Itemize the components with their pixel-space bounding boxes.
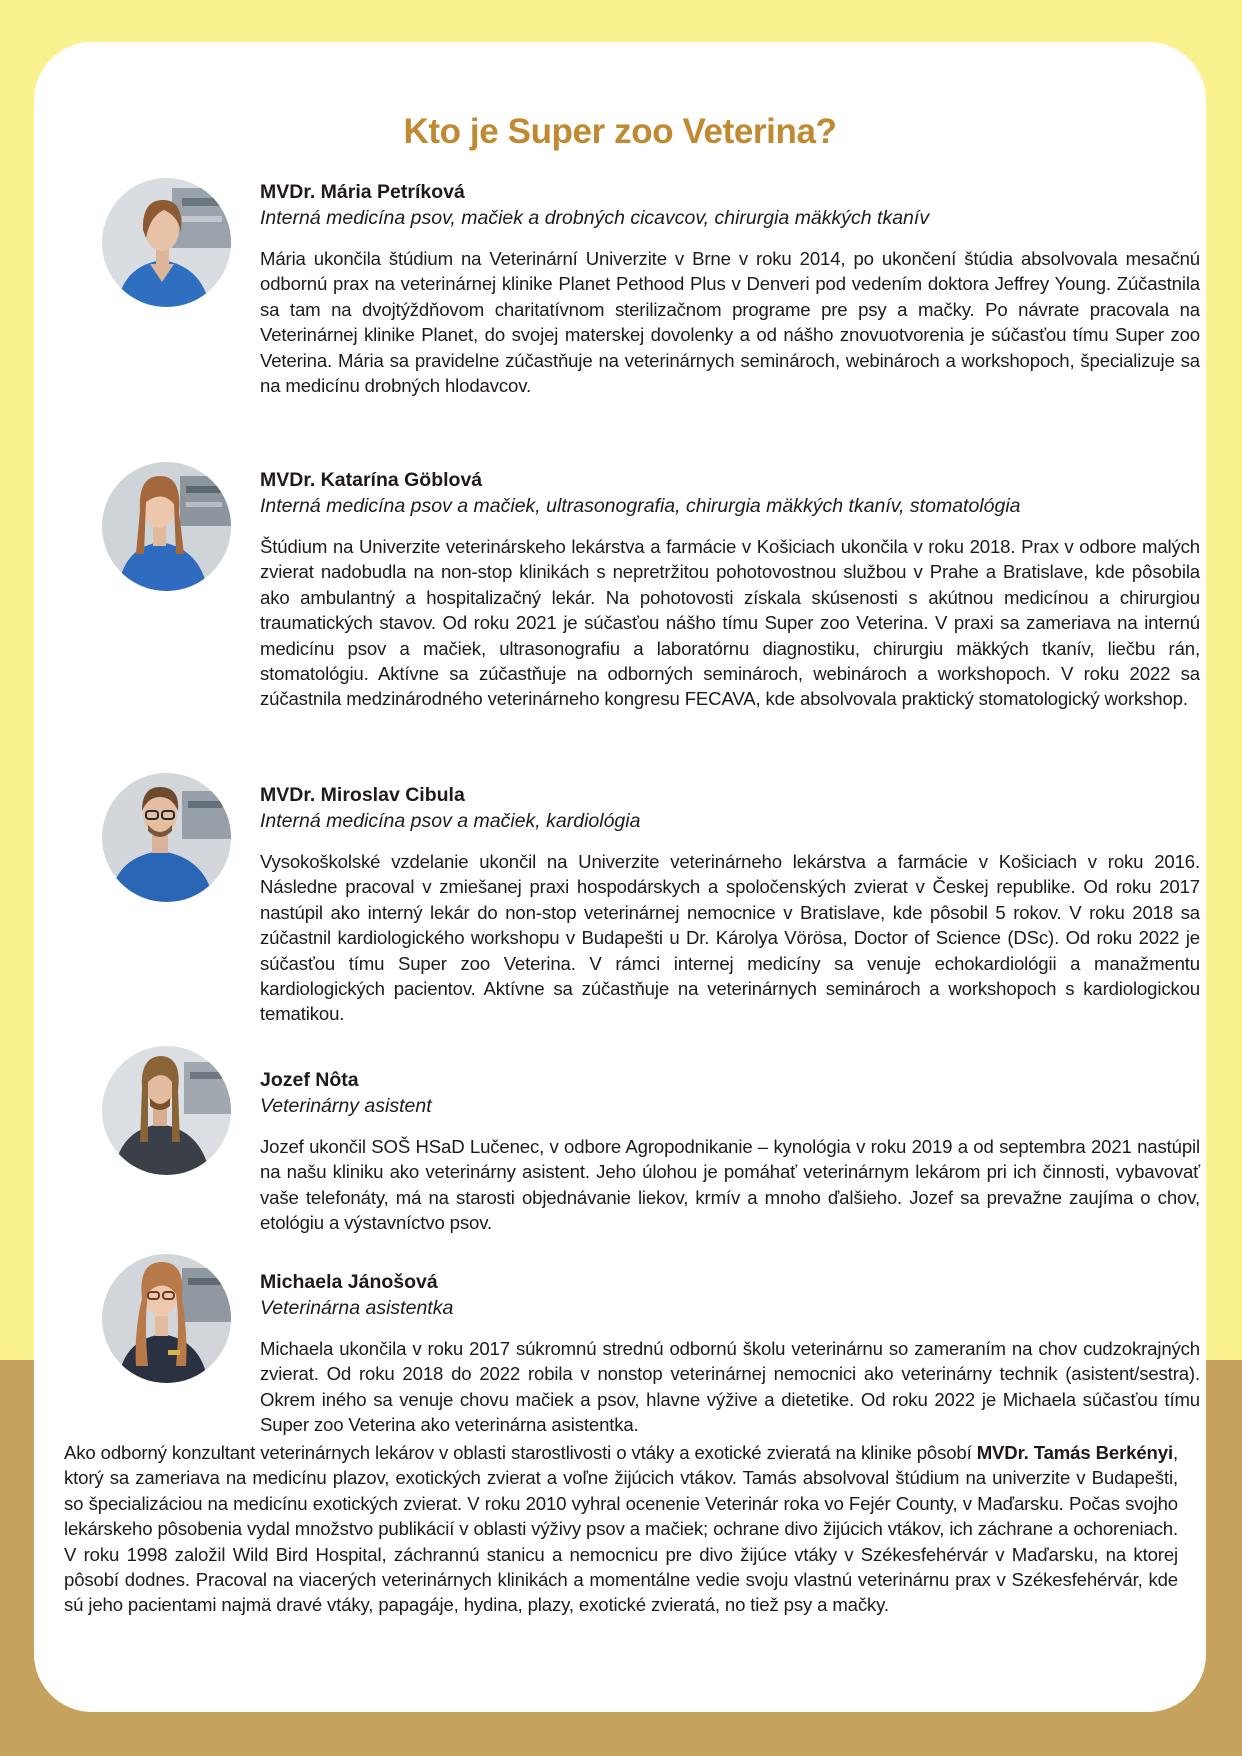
person-bio: Jozef ukončil SOŠ HSaD Lučenec, v odbore Agropodnikanie – kynológia v roku 2019 a od septembra 2021 nastúpil na našu kliniku ako veterinárny asistent. Jeho úlohou je pomáhať veterinárnym lekárom pri ich činnosti, vybavovať vaše telefonáty, má na starosti objednávanie liekov, krmív a mnoho ďalšieho. Jozef sa prevažne zaujíma o chov, etológiu a výstavníctvo psov.	[260, 1136, 1200, 1234]
person-specialization: Veterinárna asistentka	[260, 1297, 454, 1319]
portrait-photo	[102, 1254, 231, 1383]
consultant-name: MVDr. Tamás Berkényi	[976, 1442, 1173, 1463]
portrait-photo	[102, 462, 231, 591]
avatar	[102, 1046, 231, 1175]
avatar	[102, 178, 231, 307]
person-bio: Michaela ukončila v roku 2017 súkromnú strednú odbornú školu veterinárnu so zameraním na chov cudzokrajných zvierat. Od roku 2018 do 2022 robila v nonstop veterinárnej nemocnici ako veterinárny technik (asistent/sestra). Okrem iného sa venuje chovu mačiek a psov, hlavne výžive a dietetike. Od roku 2022 je Michaela súčasťou tímu Super zoo Veterina ako veterinárna asistentka.	[260, 1338, 1200, 1436]
person-bio: Mária ukončila štúdium na Veterinární Univerzite v Brne v roku 2014, po ukončení štúdia absolvovala mesačnú odbornú prax na veterinárnej klinike Planet Pethood Plus v Denveri pod vedením doktora Jeffrey Young. Zúčastnila sa tam na dvojtýždňovom charitatívnom sterilizačnom programe pre psy a mačky. Po návrate pracovala na Veterinárnej klinike Planet, do svojej materskej dovolenky a od nášho znovuotvorenia je súčasťou tímu Super zoo Veterina. Mária sa pravidelne zúčastňuje na veterinárnych seminároch, webinároch a workshopoch, špecializuje sa na medicínu drobných hlodavcov.	[260, 248, 1200, 397]
person-name: MVDr. Miroslav Cibula	[260, 784, 465, 806]
consultant-text-before: Ako odborný konzultant veterinárnych lekárov v oblasti starostlivosti o vtáky a exotické zvieratá na klinike pôsobí	[64, 1442, 977, 1463]
person-specialization: Interná medicína psov, mačiek a drobných cicavcov, chirurgia mäkkých tkanív	[260, 207, 930, 229]
avatar	[102, 462, 231, 591]
person-name: Jozef Nôta	[260, 1069, 359, 1091]
person-name: Michaela Jánošová	[260, 1271, 438, 1293]
portrait-photo	[102, 773, 231, 902]
person-name: MVDr. Mária Petríková	[260, 181, 465, 203]
person-specialization: Interná medicína psov a mačiek, kardiológia	[260, 810, 641, 832]
person-bio: Štúdium na Univerzite veterinárskeho lekárstva a farmácie v Košiciach ukončila v roku 2018. Prax v odbore malých zvierat nadobudla na non-stop klinikách s nepretržitou pohotovostnou službou v Prahe a Bratislave, kde pôsobila ako ambulantný a hospitalizačný lekár. Na pohotovosti získala skúsenosti s akútnou medicínou a chirurgiou traumatických stavov. Od roku 2021 je súčasťou nášho tímu Super zoo Veterina. V praxi sa zameriava na internú medicínu psov a mačiek, ultrasonografiu a laboratórnu diagnostiku, chirurgiu mäkkých tkanív, liečbu rán, stomatológiu. Aktívne sa zúčastňuje na odborných seminároch, webinároch a workshopoch. V roku 2022 sa zúčastnila medzinárodného veterinárneho kongresu FECAVA, kde absolvovala praktický stomatologický workshop.	[260, 536, 1200, 710]
consultant-paragraph	[64, 1440, 1178, 1618]
consultant-text-after: , ktorý sa zameriava na medicínu plazov, exotických zvierat a voľne žijúcich vtákov. Tamás absolvoval štúdium na univerzite v Budapešti, so špecializáciou na medicínu exotických zvierat. V roku 2010 vyhral ocenenie Veterinár roka vo Fejér County, v Maďarsku. Počas svojho lekárskeho pôsobenia vydal množstvo publikácií v oblasti výživy psov a mačiek; ochrane divo žijúcich vtákov, ich záchrane a ochoreniach. V roku 1998 založil Wild Bird Hospital, záchrannú stanicu a nemocnicu pre divo žijúce vtáky v Székesfehérvár v Maďarsku, na ktorej pôsobí dodnes. Pracoval na viacerých veterinárnych klinikách a momentálne vedie svoju vlastnú veterinárnu prax v Székesfehérvár, kde sú jeho pacientami najmä dravé vtáky, papagáje, hydina, plazy, exotické zvieratá, no tiež psy a mačky.	[64, 1442, 1178, 1616]
person-bio: Vysokoškolské vzdelanie ukončil na Univerzite veterinárneho lekárstva a farmácie v Košiciach v roku 2016. Následne pracoval v zmiešanej praxi hospodárskych a spoločenských zvierat v Českej republike. Od roku 2017 nastúpil ako interný lekár do non-stop veterinárnej nemocnice v Bratislave, kde pôsobil 5 rokov. V roku 2018 sa zúčastnil kardiologického workshopu v Budapešti u Dr. Károlya Vörösa, Doctor of Science (DSc). Od roku 2022 je súčasťou tímu Super zoo Veterina. V rámci internej medicíny sa venuje echokardiológii a manažmentu kardiologických pacientov. Aktívne sa zúčastňuje na veterinárnych seminároch a workshopoch s kardiologickou tematikou.	[260, 851, 1200, 1025]
page-title: Kto je Super zoo Veterina?	[403, 112, 837, 151]
person-name: MVDr. Katarína Göblová	[260, 469, 483, 491]
person-specialization: Veterinárny asistent	[260, 1095, 432, 1117]
avatar	[102, 773, 231, 902]
portrait-photo	[102, 178, 231, 307]
person-specialization: Interná medicína psov a mačiek, ultrasonografia, chirurgia mäkkých tkanív, stomatológia	[260, 495, 1021, 517]
portrait-photo	[102, 1046, 231, 1175]
avatar	[102, 1254, 231, 1383]
